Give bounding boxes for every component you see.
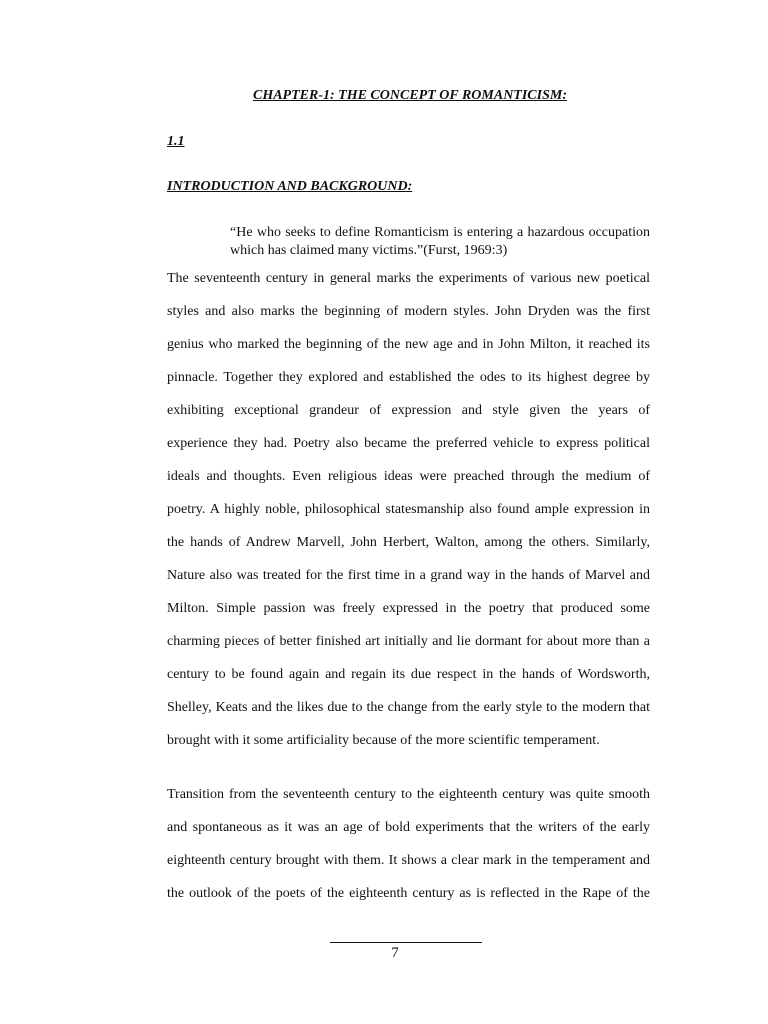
page-number: 7 <box>391 945 399 961</box>
paragraph-1 <box>167 262 650 757</box>
paragraph-line: charming pieces of better finished art initially and lie dormant for about more than a <box>167 634 650 649</box>
paragraph-line: century to be found again and regain its due respect in the hands of Wordsworth, <box>167 667 650 682</box>
paragraph-line: pinnacle. Together they explored and established the odes to its highest degree by <box>167 370 650 385</box>
paragraph-line: brought with it some artificiality because of the more scientific temperament. <box>167 733 600 748</box>
paragraph-line: ideals and thoughts. Even religious ideas were preached through the medium of <box>167 469 650 484</box>
epigraph-line: “He who seeks to define Romanticism is entering a hazardous <box>230 225 585 240</box>
paragraph-line: and spontaneous as it was an age of bold experiments that the writers of the early <box>167 820 650 835</box>
paragraph-line: experience they had. Poetry also became the preferred vehicle to express political <box>167 436 650 451</box>
section-heading: INTRODUCTION AND BACKGROUND: <box>167 179 413 194</box>
paragraph-line: Transition from the seventeenth century to the eighteenth century was quite smooth <box>167 787 650 802</box>
paragraph-2 <box>167 778 650 910</box>
footer-divider <box>330 942 482 943</box>
paragraph-line: eighteenth century brought with them. It shows a clear mark in the temperament and <box>167 853 650 868</box>
paragraph-line: Shelley, Keats and the likes due to the change from the early style to the modern that <box>167 700 650 715</box>
paragraph-line: Milton. Simple passion was freely expressed in the poetry that produced some <box>167 601 650 616</box>
paragraph-line: styles and also marks the beginning of modern styles. John Dryden was the first <box>167 304 650 319</box>
paragraph-line: Nature also was treated for the first time in a grand way in the hands of Marvel and <box>167 568 650 583</box>
paragraph-line: the hands of Andrew Marvell, John Herbert, Walton, among the others. Similarly, <box>167 535 650 550</box>
chapter-title: CHAPTER-1: THE CONCEPT OF ROMANTICISM: <box>252 88 567 103</box>
paragraph-line: The seventeenth century in general marks the experiments of various new poetical <box>167 271 650 286</box>
paragraph-line: exhibiting exceptional grandeur of expression and style given the years of <box>167 403 650 418</box>
epigraph-line: occupation which has claimed many victims.”(Furst, 1969:3) <box>230 225 650 258</box>
paragraph-line: the outlook of the poets of the eighteenth century as is reflected in the Rape of the <box>167 886 650 901</box>
paragraph-line: genius who marked the beginning of the new age and in John Milton, it reached its <box>167 337 650 352</box>
section-number: 1.1 <box>167 134 185 149</box>
paragraph-line: poetry. A highly noble, philosophical statesmanship also found ample expression in <box>167 502 650 517</box>
epigraph-quote <box>230 224 650 260</box>
